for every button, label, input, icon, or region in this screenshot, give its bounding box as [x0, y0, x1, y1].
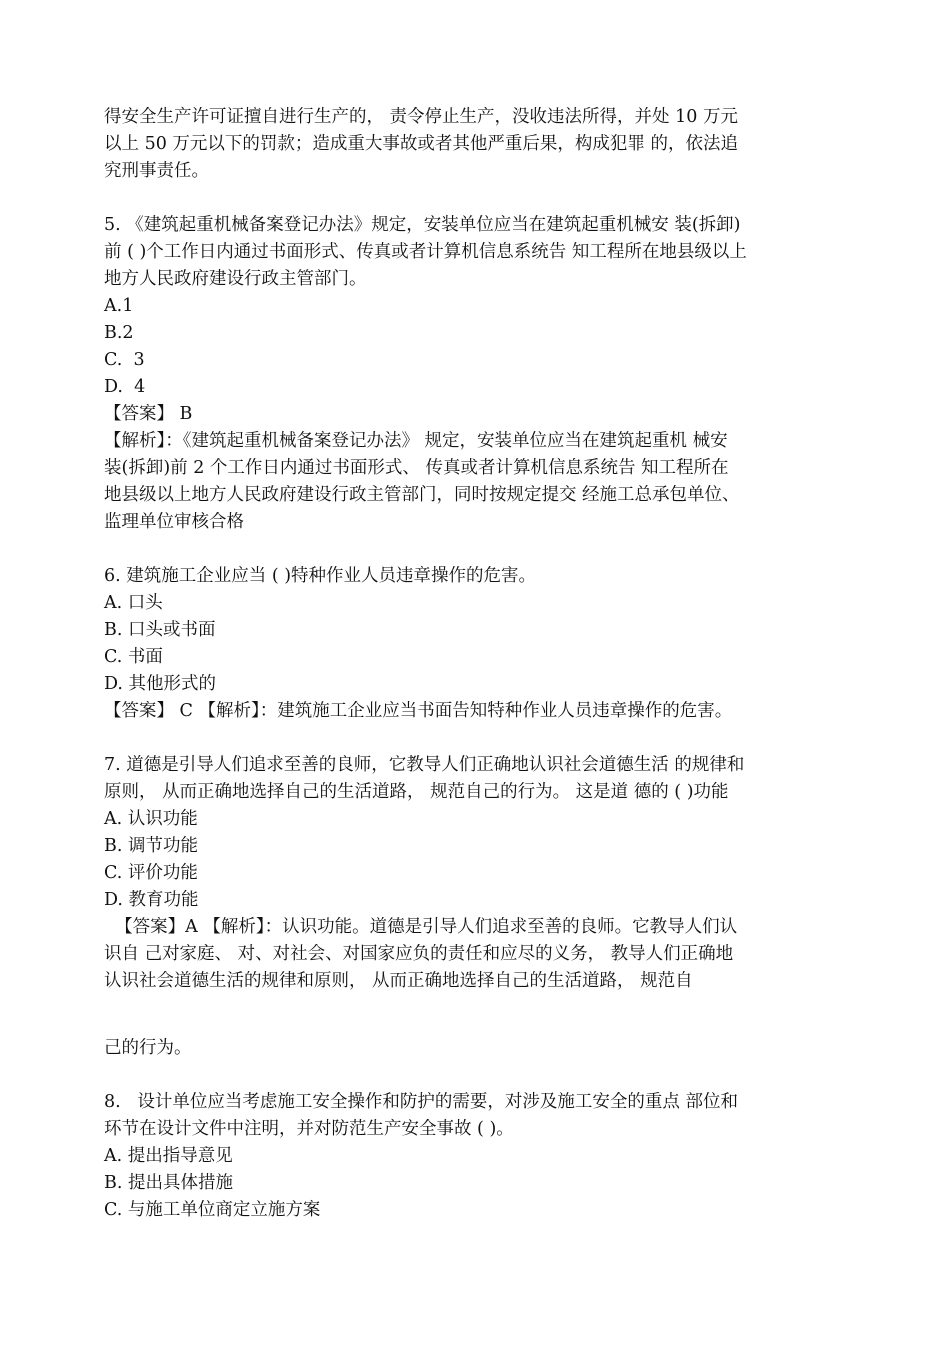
option-d: D. 教育功能: [104, 890, 199, 910]
question-text: 5. 《建筑起重机械备案登记办法》规定，安装单位应当在建筑起重机械安 装(拆卸): [104, 215, 741, 235]
option-c: C. 评价功能: [104, 863, 198, 883]
question-text: 原则， 从而正确地选择自己的生活道路， 规范自己的行为。 这是道 德的 ( )功能: [104, 782, 729, 802]
option-a: A. 提出指导意见: [104, 1146, 233, 1166]
answer-line: 【答案】 B: [104, 404, 193, 424]
answer-analysis-line: 【答案】 C 【解析】：建筑施工企业应当书面告知特种作业人员违章操作的危害。: [104, 701, 733, 721]
question-text: 前 ( )个工作日内通过书面形式、传真或者计算机信息系统告 知工程所在地县级以上: [104, 242, 747, 262]
analysis-line: 认识社会道德生活的规律和原则， 从而正确地选择自己的生活道路， 规范自: [104, 971, 693, 991]
option-d: D. 4: [104, 377, 146, 397]
question-6: [104, 563, 850, 725]
option-d: D. 其他形式的: [104, 674, 217, 694]
question-text: 6. 建筑施工企业应当 ( )特种作业人员违章操作的危害。: [104, 566, 537, 586]
question-text: 7. 道德是引导人们追求至善的良师，它教导人们正确地认识社会道德生活 的规律和: [104, 755, 745, 775]
analysis-line: 【答案】A 【解析】：认识功能。道德是引导人们追求至善的良师。它教导人们认: [104, 917, 738, 937]
option-c: C. 书面: [104, 647, 163, 667]
question-text: 8. 设计单位应当考虑施工安全操作和防护的需要，对涉及施工安全的重点 部位和: [104, 1092, 738, 1112]
option-b: B.2: [104, 323, 134, 343]
analysis-line: 己的行为。: [104, 1038, 192, 1058]
analysis-line: 【解析】：《建筑起重机械备案登记办法》 规定，安装单位应当在建筑起重机 械安: [104, 431, 728, 451]
option-b: B. 调节功能: [104, 836, 198, 856]
question-5: [104, 212, 850, 536]
intro-line: 究刑事责任。: [104, 161, 209, 181]
question-8: [104, 1089, 850, 1224]
question-7: [104, 752, 850, 1062]
option-a: A. 认识功能: [104, 809, 198, 829]
intro-line: 得安全生产许可证擅自进行生产的， 责令停止生产，没收违法所得，并处 10 万元: [104, 107, 738, 127]
intro-line: 以上 50 万元以下的罚款；造成重大事故或者其他严重后果，构成犯罪 的，依法追: [104, 134, 738, 154]
analysis-line: 监理单位审核合格: [104, 512, 244, 532]
option-c: C. 与施工单位商定立施方案: [104, 1200, 321, 1220]
option-a: A. 口头: [104, 593, 163, 613]
option-a: A.1: [104, 296, 134, 316]
question-text: 环节在设计文件中注明，并对防范生产安全事故 ( )。: [104, 1119, 514, 1139]
option-c: C. 3: [104, 350, 145, 370]
option-b: B. 提出具体措施: [104, 1173, 233, 1193]
analysis-line: 装(拆卸)前 2 个工作日内通过书面形式、 传真或者计算机信息系统告 知工程所在: [104, 458, 729, 478]
intro-paragraph: [104, 104, 850, 185]
analysis-line: 识自 己对家庭、 对、对社会、对国家应负的责任和应尽的义务， 教导人们正确地: [104, 944, 734, 964]
option-b: B. 口头或书面: [104, 620, 216, 640]
question-text: 地方人民政府建设行政主管部门。: [104, 269, 367, 289]
analysis-line: 地县级以上地方人民政府建设行政主管部门，同时按规定提交 经施工总承包单位、: [104, 485, 740, 505]
